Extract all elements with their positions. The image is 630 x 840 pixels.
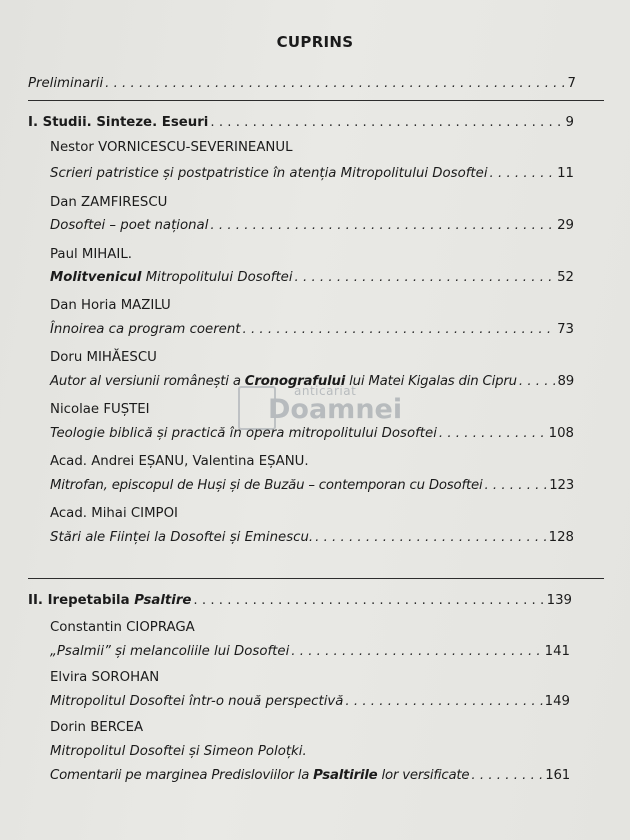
- entry-title-part: lui Matei Kigalas din Cipru: [345, 374, 517, 389]
- toc-preliminarii[interactable]: [28, 76, 576, 91]
- watermark-big-text: Doamnei: [268, 394, 403, 425]
- entry-title: Stări ale Ființei la Dosoftei și Eminescu.: [50, 530, 314, 545]
- entry-title: [50, 374, 517, 389]
- toc-entry[interactable]: [50, 426, 574, 441]
- toc-entry[interactable]: [50, 478, 574, 493]
- leader-dots: [105, 76, 565, 91]
- entry-title: Mitrofan, episcopul de Huși și de Buzău – contemporan cu Dosoftei: [50, 478, 483, 493]
- toc-author: Dan ZAMFIRESCU: [50, 195, 168, 210]
- page-number: 108: [548, 426, 574, 441]
- section-label-plain: II. Irepetabila: [28, 593, 135, 608]
- page-number: 73: [557, 322, 574, 337]
- entry-title-line1: Mitropolitul Dosoftei și Simeon Poloțki.: [50, 744, 307, 759]
- entry-title: [50, 270, 293, 285]
- toc-entry[interactable]: [50, 322, 574, 337]
- entry-title-part: lor versificate: [377, 768, 470, 783]
- leader-dots: [210, 115, 563, 130]
- entry-title: [50, 768, 469, 783]
- leader-dots: [484, 478, 547, 493]
- toc-entry[interactable]: [50, 270, 574, 285]
- page-number: 149: [544, 694, 570, 709]
- leader-dots: [490, 166, 556, 181]
- toc-entry[interactable]: [50, 166, 574, 181]
- entry-title: „Psalmii” și melancoliile lui Dosoftei: [50, 644, 290, 659]
- entry-title-bold: Psaltirile: [313, 768, 378, 783]
- entry-title-bold: Cronografului: [244, 374, 346, 389]
- section-label: I. Studii. Sinteze. Eseuri: [28, 115, 209, 130]
- toc-label: Preliminarii: [28, 76, 104, 91]
- page-number: 9: [565, 115, 574, 130]
- page-number: 128: [548, 530, 574, 545]
- leader-dots: [439, 426, 547, 441]
- entry-title-rest: Mitropolitului Dosoftei: [141, 270, 293, 285]
- toc-entry[interactable]: [50, 374, 574, 389]
- toc-author: Dorin BERCEA: [50, 720, 144, 735]
- page-number: 123: [549, 478, 574, 493]
- divider: [28, 100, 604, 101]
- toc-author: Nicolae FUȘTEI: [50, 402, 150, 417]
- entry-title: Dosoftei – poet național: [50, 218, 209, 233]
- leader-dots: [243, 322, 556, 337]
- entry-title: Înnoirea ca program coerent: [50, 322, 241, 337]
- section-label: [28, 593, 191, 608]
- divider: [28, 578, 604, 579]
- page-number: 161: [545, 768, 570, 783]
- page-number: 29: [557, 218, 574, 233]
- leader-dots: [519, 374, 556, 389]
- entry-title-bold: Molitvenicul: [50, 270, 142, 285]
- leader-dots: [345, 694, 542, 709]
- toc-entry[interactable]: [50, 694, 570, 709]
- toc-author: Paul MIHAIL.: [50, 247, 132, 262]
- watermark: [238, 382, 403, 432]
- toc-author: Acad. Mihai CIMPOI: [50, 506, 178, 521]
- page-number: 7: [567, 76, 576, 91]
- leader-dots: [210, 218, 555, 233]
- toc-author: Elvira SOROHAN: [50, 670, 160, 685]
- entry-title: Mitropolitul Dosoftei într-o nouă perspectivă: [50, 694, 344, 709]
- leader-dots: [291, 644, 542, 659]
- entry-title-part: Autor al versiunii românești a: [50, 374, 245, 389]
- leader-dots: [471, 768, 543, 783]
- toc-author: Acad. Andrei EȘANU, Valentina EȘANU.: [50, 454, 309, 469]
- entry-title: Teologie biblică și practică în opera mitropolitului Dosoftei: [50, 426, 437, 441]
- page-number: 139: [546, 593, 572, 608]
- entry-title-part: Comentarii pe marginea Predisloviilor la: [50, 768, 314, 783]
- toc-author: Nestor VORNICESCU-SEVERINEANUL: [50, 140, 293, 155]
- toc-author: Dan Horia MAZILU: [50, 298, 171, 313]
- entry-title: Scrieri patristice și postpatristice în atenția Mitropolitului Dosoftei: [50, 166, 488, 181]
- toc-entry[interactable]: [50, 218, 574, 233]
- toc-section-2[interactable]: [28, 593, 572, 608]
- page-number: 89: [557, 374, 574, 389]
- leader-dots: [315, 530, 546, 545]
- toc-entry[interactable]: [50, 768, 570, 783]
- leader-dots: [295, 270, 556, 285]
- toc-author: Constantin CIOPRAGA: [50, 620, 195, 635]
- page-title: CUPRINS: [276, 33, 354, 51]
- leader-dots: [193, 593, 544, 608]
- toc-section-1[interactable]: [28, 115, 574, 130]
- toc-author: Doru MIHĂESCU: [50, 350, 157, 365]
- page-number: 141: [544, 644, 570, 659]
- page-number: 52: [557, 270, 574, 285]
- toc-entry[interactable]: [50, 644, 570, 659]
- page-number: 11: [557, 166, 574, 181]
- section-label-italic: Psaltire: [134, 593, 192, 608]
- toc-entry[interactable]: [50, 530, 574, 545]
- watermark-small-text: anticariat: [294, 384, 357, 398]
